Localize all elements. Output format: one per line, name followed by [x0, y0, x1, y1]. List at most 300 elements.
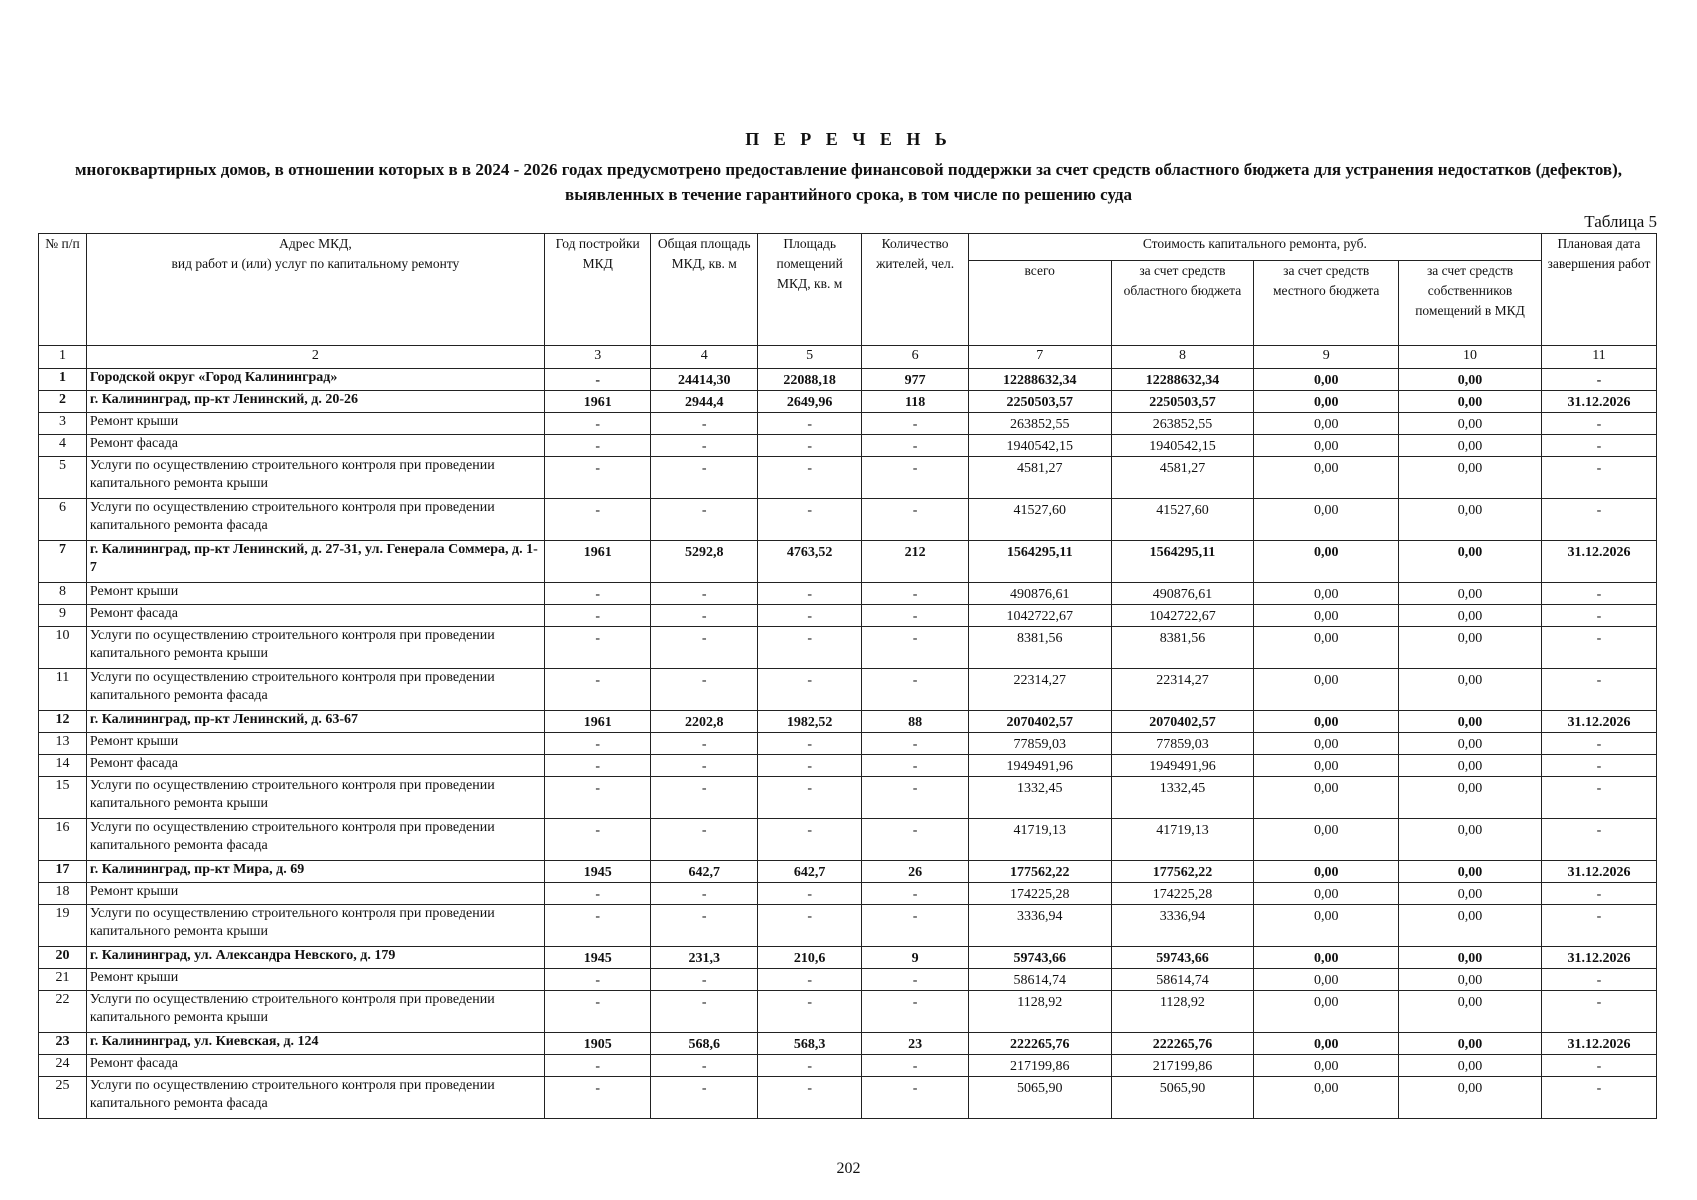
cost-local: 0,00	[1254, 669, 1399, 711]
planned-date: -	[1541, 819, 1656, 861]
cost-local: 0,00	[1254, 457, 1399, 499]
total-area: -	[651, 819, 758, 861]
cost-local: 0,00	[1254, 541, 1399, 583]
cost-owners: 0,00	[1399, 627, 1542, 669]
table-row	[39, 733, 1657, 755]
row-name: Ремонт крыши	[86, 969, 544, 991]
premises-area: -	[757, 1055, 861, 1077]
column-number: 11	[1541, 346, 1656, 369]
column-number: 8	[1111, 346, 1254, 369]
row-number: 7	[39, 541, 87, 583]
cost-local: 0,00	[1254, 777, 1399, 819]
cost-total: 174225,28	[968, 883, 1111, 905]
header-num: № п/п	[39, 234, 87, 346]
header-address: Адрес МКД, вид работ и (или) услуг по капитальному ремонту	[86, 234, 544, 346]
cost-total: 77859,03	[968, 733, 1111, 755]
row-number: 6	[39, 499, 87, 541]
total-area: -	[651, 669, 758, 711]
residents-count: 26	[862, 861, 969, 883]
planned-date: -	[1541, 413, 1656, 435]
planned-date: -	[1541, 905, 1656, 947]
cost-regional: 1332,45	[1111, 777, 1254, 819]
table-row	[39, 947, 1657, 969]
premises-area: 4763,52	[757, 541, 861, 583]
premises-area: -	[757, 583, 861, 605]
row-name: г. Калининград, пр-кт Ленинский, д. 27-31, ул. Генерала Соммера, д. 1-7	[86, 541, 544, 583]
cost-local: 0,00	[1254, 499, 1399, 541]
premises-area: -	[757, 435, 861, 457]
cost-local: 0,00	[1254, 755, 1399, 777]
build-year: -	[544, 1077, 651, 1119]
cost-regional: 1949491,96	[1111, 755, 1254, 777]
build-year: -	[544, 499, 651, 541]
row-number: 14	[39, 755, 87, 777]
row-number: 11	[39, 669, 87, 711]
page-number: 202	[836, 1160, 861, 1177]
row-number: 4	[39, 435, 87, 457]
table-row	[39, 499, 1657, 541]
total-area: 568,6	[651, 1033, 758, 1055]
row-name: Услуги по осуществлению строительного контроля при проведении капитального ремонта фасада	[86, 669, 544, 711]
premises-area: -	[757, 499, 861, 541]
cost-local: 0,00	[1254, 819, 1399, 861]
document-subtitle: многоквартирных домов, в отношении которых в в 2024 - 2026 годах предусмотрено предоставление финансовой поддержки за счет средств областного бюджета для устранения недостатков (дефектов), выявленных в течение гарантийного срока, в том числе по решению суда	[74, 160, 1623, 204]
header-cost-local: за счет средств местного бюджета	[1254, 261, 1399, 346]
table-row	[39, 627, 1657, 669]
build-year: -	[544, 991, 651, 1033]
cost-regional: 217199,86	[1111, 1055, 1254, 1077]
cost-total: 1332,45	[968, 777, 1111, 819]
table-row	[39, 369, 1657, 391]
build-year: -	[544, 733, 651, 755]
cost-total: 177562,22	[968, 861, 1111, 883]
header-total-area: Общая площадь МКД, кв. м	[651, 234, 758, 346]
cost-total: 1564295,11	[968, 541, 1111, 583]
total-area: -	[651, 1077, 758, 1119]
table-row	[39, 991, 1657, 1033]
planned-date: -	[1541, 669, 1656, 711]
cost-total: 1949491,96	[968, 755, 1111, 777]
cost-regional: 12288632,34	[1111, 369, 1254, 391]
residents-count: -	[862, 755, 969, 777]
total-area: -	[651, 969, 758, 991]
cost-local: 0,00	[1254, 627, 1399, 669]
header-premises-area: Площадь помещений МКД, кв. м	[757, 234, 861, 346]
planned-date: -	[1541, 435, 1656, 457]
cost-owners: 0,00	[1399, 583, 1542, 605]
cost-regional: 5065,90	[1111, 1077, 1254, 1119]
premises-area: -	[757, 627, 861, 669]
row-number: 5	[39, 457, 87, 499]
cost-total: 5065,90	[968, 1077, 1111, 1119]
residents-count: -	[862, 883, 969, 905]
cost-regional: 22314,27	[1111, 669, 1254, 711]
column-number: 7	[968, 346, 1111, 369]
row-number: 17	[39, 861, 87, 883]
table-row	[39, 711, 1657, 733]
cost-regional: 490876,61	[1111, 583, 1254, 605]
row-name: Услуги по осуществлению строительного контроля при проведении капитального ремонта крыши	[86, 905, 544, 947]
cost-owners: 0,00	[1399, 413, 1542, 435]
table-row	[39, 391, 1657, 413]
premises-area: -	[757, 969, 861, 991]
planned-date: -	[1541, 499, 1656, 541]
cost-local: 0,00	[1254, 605, 1399, 627]
row-name: Ремонт крыши	[86, 583, 544, 605]
table-row	[39, 905, 1657, 947]
row-name: Услуги по осуществлению строительного контроля при проведении капитального ремонта крыши	[86, 627, 544, 669]
row-number: 20	[39, 947, 87, 969]
cost-total: 2070402,57	[968, 711, 1111, 733]
premises-area: -	[757, 457, 861, 499]
build-year: -	[544, 457, 651, 499]
total-area: -	[651, 413, 758, 435]
cost-regional: 222265,76	[1111, 1033, 1254, 1055]
planned-date: 31.12.2026	[1541, 711, 1656, 733]
premises-area: -	[757, 733, 861, 755]
build-year: -	[544, 435, 651, 457]
row-name: г. Калининград, пр-кт Ленинский, д. 63-67	[86, 711, 544, 733]
planned-date: -	[1541, 369, 1656, 391]
row-name: Ремонт фасада	[86, 605, 544, 627]
build-year: -	[544, 627, 651, 669]
premises-area: 568,3	[757, 1033, 861, 1055]
cost-regional: 3336,94	[1111, 905, 1254, 947]
total-area: 642,7	[651, 861, 758, 883]
build-year: -	[544, 969, 651, 991]
document-title: П Е Р Е Ч Е Н Ь	[745, 129, 952, 149]
premises-area: -	[757, 1077, 861, 1119]
planned-date: -	[1541, 605, 1656, 627]
cost-local: 0,00	[1254, 1055, 1399, 1077]
cost-regional: 41719,13	[1111, 819, 1254, 861]
cost-owners: 0,00	[1399, 905, 1542, 947]
cost-regional: 59743,66	[1111, 947, 1254, 969]
total-area: -	[651, 991, 758, 1033]
cost-owners: 0,00	[1399, 991, 1542, 1033]
cost-total: 263852,55	[968, 413, 1111, 435]
planned-date: -	[1541, 777, 1656, 819]
planned-date: -	[1541, 583, 1656, 605]
build-year: 1961	[544, 391, 651, 413]
premises-area: -	[757, 905, 861, 947]
planned-date: -	[1541, 457, 1656, 499]
residents-count: -	[862, 733, 969, 755]
table-row	[39, 777, 1657, 819]
cost-total: 22314,27	[968, 669, 1111, 711]
premises-area: -	[757, 413, 861, 435]
header-cost-owners: за счет средств собственников помещений в МКД	[1399, 261, 1542, 346]
cost-regional: 41527,60	[1111, 499, 1254, 541]
header-cost-group: Стоимость капитального ремонта, руб.	[968, 234, 1541, 261]
premises-area: -	[757, 605, 861, 627]
cost-local: 0,00	[1254, 435, 1399, 457]
residents-count: 88	[862, 711, 969, 733]
residents-count: -	[862, 435, 969, 457]
row-name: Ремонт фасада	[86, 1055, 544, 1077]
residents-count: -	[862, 1077, 969, 1119]
column-number: 2	[86, 346, 544, 369]
cost-owners: 0,00	[1399, 605, 1542, 627]
cost-regional: 8381,56	[1111, 627, 1254, 669]
total-area: -	[651, 883, 758, 905]
row-number: 18	[39, 883, 87, 905]
build-year: -	[544, 605, 651, 627]
residents-count: -	[862, 819, 969, 861]
planned-date: -	[1541, 991, 1656, 1033]
planned-date: -	[1541, 733, 1656, 755]
table-row	[39, 1033, 1657, 1055]
cost-owners: 0,00	[1399, 947, 1542, 969]
cost-regional: 2070402,57	[1111, 711, 1254, 733]
cost-owners: 0,00	[1399, 435, 1542, 457]
planned-date: -	[1541, 883, 1656, 905]
cost-local: 0,00	[1254, 369, 1399, 391]
table-body	[39, 369, 1657, 1119]
residents-count: -	[862, 777, 969, 819]
residents-count: -	[862, 413, 969, 435]
cost-owners: 0,00	[1399, 369, 1542, 391]
cost-owners: 0,00	[1399, 391, 1542, 413]
row-number: 2	[39, 391, 87, 413]
cost-owners: 0,00	[1399, 457, 1542, 499]
cost-regional: 2250503,57	[1111, 391, 1254, 413]
cost-local: 0,00	[1254, 861, 1399, 883]
cost-total: 1940542,15	[968, 435, 1111, 457]
column-number: 4	[651, 346, 758, 369]
cost-local: 0,00	[1254, 733, 1399, 755]
residents-count: -	[862, 627, 969, 669]
cost-total: 490876,61	[968, 583, 1111, 605]
row-name: Городской округ «Город Калининград»	[86, 369, 544, 391]
cost-regional: 58614,74	[1111, 969, 1254, 991]
total-area: 2202,8	[651, 711, 758, 733]
build-year: 1905	[544, 1033, 651, 1055]
cost-local: 0,00	[1254, 905, 1399, 947]
row-number: 12	[39, 711, 87, 733]
planned-date: 31.12.2026	[1541, 861, 1656, 883]
cost-total: 12288632,34	[968, 369, 1111, 391]
residents-count: -	[862, 605, 969, 627]
total-area: 231,3	[651, 947, 758, 969]
build-year: 1945	[544, 947, 651, 969]
column-numbers-row	[39, 346, 1657, 369]
residents-count: -	[862, 905, 969, 947]
residents-count: -	[862, 1055, 969, 1077]
column-number: 1	[39, 346, 87, 369]
planned-date: 31.12.2026	[1541, 391, 1656, 413]
cost-owners: 0,00	[1399, 1055, 1542, 1077]
table-row	[39, 541, 1657, 583]
build-year: -	[544, 905, 651, 947]
row-name: г. Калининград, пр-кт Ленинский, д. 20-26	[86, 391, 544, 413]
premises-area: -	[757, 991, 861, 1033]
cost-owners: 0,00	[1399, 1077, 1542, 1119]
row-number: 13	[39, 733, 87, 755]
row-number: 23	[39, 1033, 87, 1055]
cost-total: 58614,74	[968, 969, 1111, 991]
cost-owners: 0,00	[1399, 861, 1542, 883]
cost-local: 0,00	[1254, 883, 1399, 905]
cost-total: 1042722,67	[968, 605, 1111, 627]
table-row	[39, 435, 1657, 457]
total-area: -	[651, 1055, 758, 1077]
cost-regional: 177562,22	[1111, 861, 1254, 883]
header-cost-total: всего	[968, 261, 1111, 346]
row-number: 3	[39, 413, 87, 435]
cost-regional: 1128,92	[1111, 991, 1254, 1033]
residents-count: -	[862, 669, 969, 711]
cost-regional: 1564295,11	[1111, 541, 1254, 583]
cost-local: 0,00	[1254, 1033, 1399, 1055]
premises-area: 642,7	[757, 861, 861, 883]
cost-local: 0,00	[1254, 991, 1399, 1033]
cost-total: 4581,27	[968, 457, 1111, 499]
cost-local: 0,00	[1254, 583, 1399, 605]
cost-owners: 0,00	[1399, 777, 1542, 819]
row-number: 19	[39, 905, 87, 947]
table-row	[39, 1077, 1657, 1119]
table-row	[39, 969, 1657, 991]
row-name: г. Калининград, ул. Киевская, д. 124	[86, 1033, 544, 1055]
cost-total: 59743,66	[968, 947, 1111, 969]
table-label: Таблица 5	[1584, 212, 1657, 231]
row-number: 24	[39, 1055, 87, 1077]
planned-date: 31.12.2026	[1541, 541, 1656, 583]
planned-date: -	[1541, 969, 1656, 991]
cost-local: 0,00	[1254, 391, 1399, 413]
row-name: г. Калининград, пр-кт Мира, д. 69	[86, 861, 544, 883]
total-area: -	[651, 627, 758, 669]
residents-count: -	[862, 991, 969, 1033]
total-area: 24414,30	[651, 369, 758, 391]
table-row	[39, 605, 1657, 627]
cost-owners: 0,00	[1399, 541, 1542, 583]
cost-regional: 174225,28	[1111, 883, 1254, 905]
cost-total: 217199,86	[968, 1055, 1111, 1077]
build-year: 1961	[544, 711, 651, 733]
table-row	[39, 861, 1657, 883]
column-number: 5	[757, 346, 861, 369]
residents-count: -	[862, 499, 969, 541]
total-area: 5292,8	[651, 541, 758, 583]
cost-owners: 0,00	[1399, 669, 1542, 711]
row-number: 22	[39, 991, 87, 1033]
column-number: 3	[544, 346, 651, 369]
row-name: Ремонт крыши	[86, 413, 544, 435]
build-year: -	[544, 755, 651, 777]
total-area: -	[651, 499, 758, 541]
row-number: 21	[39, 969, 87, 991]
header-residents: Количество жителей, чел.	[862, 234, 969, 346]
header-planned-date: Плановая дата завершения работ	[1541, 234, 1656, 346]
cost-total: 41719,13	[968, 819, 1111, 861]
total-area: -	[651, 583, 758, 605]
cost-owners: 0,00	[1399, 733, 1542, 755]
column-number: 6	[862, 346, 969, 369]
build-year: -	[544, 583, 651, 605]
table-row	[39, 457, 1657, 499]
row-name: г. Калининград, ул. Александра Невского, д. 179	[86, 947, 544, 969]
cost-local: 0,00	[1254, 1077, 1399, 1119]
cost-owners: 0,00	[1399, 883, 1542, 905]
row-number: 15	[39, 777, 87, 819]
cost-local: 0,00	[1254, 969, 1399, 991]
table-row	[39, 1055, 1657, 1077]
residents-count: 212	[862, 541, 969, 583]
premises-area: -	[757, 669, 861, 711]
cost-regional: 4581,27	[1111, 457, 1254, 499]
cost-total: 3336,94	[968, 905, 1111, 947]
total-area: -	[651, 457, 758, 499]
cost-regional: 1042722,67	[1111, 605, 1254, 627]
cost-owners: 0,00	[1399, 969, 1542, 991]
planned-date: 31.12.2026	[1541, 1033, 1656, 1055]
residents-count: 977	[862, 369, 969, 391]
planned-date: -	[1541, 1055, 1656, 1077]
total-area: -	[651, 733, 758, 755]
cost-owners: 0,00	[1399, 755, 1542, 777]
residents-count: 9	[862, 947, 969, 969]
row-name: Услуги по осуществлению строительного контроля при проведении капитального ремонта фасада	[86, 499, 544, 541]
total-area: -	[651, 435, 758, 457]
cost-local: 0,00	[1254, 711, 1399, 733]
row-number: 8	[39, 583, 87, 605]
row-name: Ремонт фасада	[86, 755, 544, 777]
premises-area: -	[757, 883, 861, 905]
row-name: Ремонт крыши	[86, 883, 544, 905]
row-name: Услуги по осуществлению строительного контроля при проведении капитального ремонта крыши	[86, 777, 544, 819]
cost-total: 1128,92	[968, 991, 1111, 1033]
table-row	[39, 755, 1657, 777]
planned-date: -	[1541, 1077, 1656, 1119]
row-name: Ремонт фасада	[86, 435, 544, 457]
cost-total: 222265,76	[968, 1033, 1111, 1055]
build-year: -	[544, 1055, 651, 1077]
build-year: -	[544, 883, 651, 905]
premises-area: -	[757, 755, 861, 777]
build-year: 1945	[544, 861, 651, 883]
build-year: 1961	[544, 541, 651, 583]
cost-regional: 77859,03	[1111, 733, 1254, 755]
total-area: -	[651, 905, 758, 947]
row-number: 10	[39, 627, 87, 669]
build-year: -	[544, 369, 651, 391]
premises-area: 1982,52	[757, 711, 861, 733]
column-number: 9	[1254, 346, 1399, 369]
premises-area: 210,6	[757, 947, 861, 969]
planned-date: -	[1541, 627, 1656, 669]
residents-count: 23	[862, 1033, 969, 1055]
table-row	[39, 583, 1657, 605]
premises-area: -	[757, 819, 861, 861]
row-number: 16	[39, 819, 87, 861]
residents-count: -	[862, 583, 969, 605]
row-name: Услуги по осуществлению строительного контроля при проведении капитального ремонта крыши	[86, 991, 544, 1033]
total-area: -	[651, 605, 758, 627]
planned-date: 31.12.2026	[1541, 947, 1656, 969]
total-area: 2944,4	[651, 391, 758, 413]
residents-count: -	[862, 457, 969, 499]
build-year: -	[544, 819, 651, 861]
cost-total: 8381,56	[968, 627, 1111, 669]
planned-date: -	[1541, 755, 1656, 777]
build-year: -	[544, 669, 651, 711]
cost-owners: 0,00	[1399, 711, 1542, 733]
cost-regional: 263852,55	[1111, 413, 1254, 435]
repair-table	[38, 233, 1657, 1119]
cost-owners: 0,00	[1399, 499, 1542, 541]
